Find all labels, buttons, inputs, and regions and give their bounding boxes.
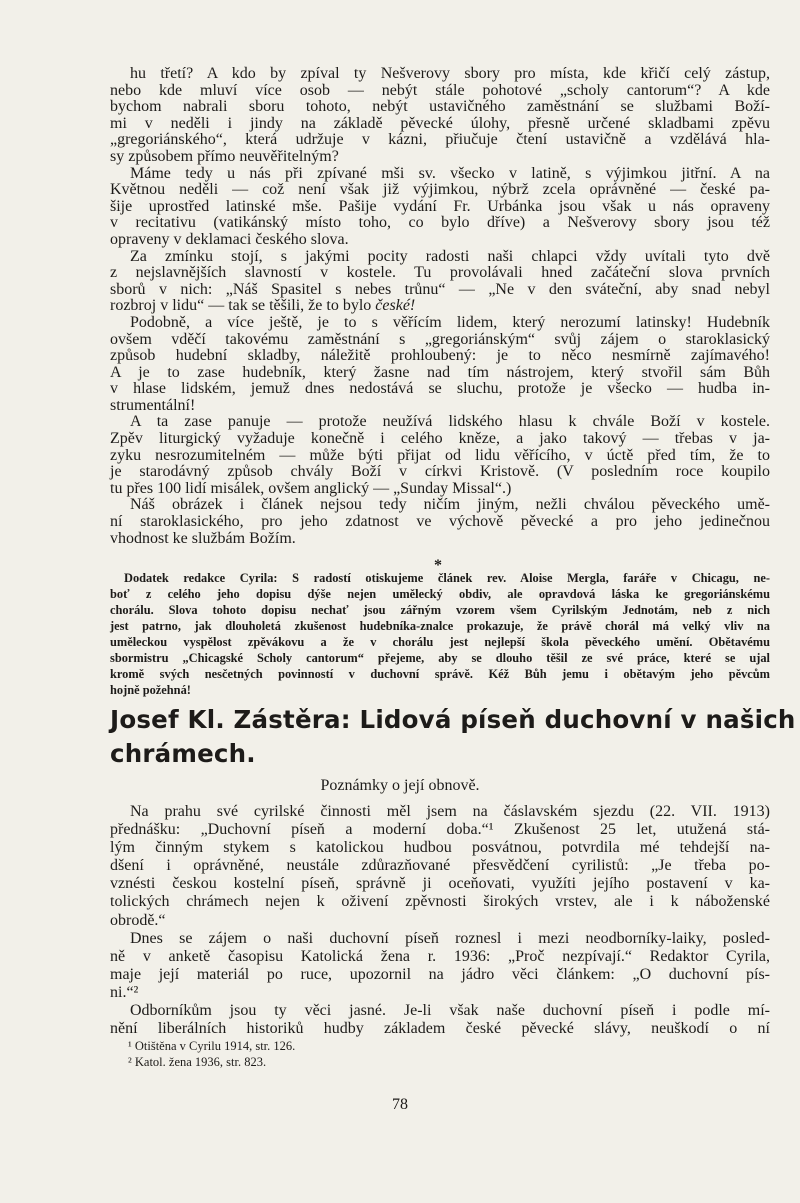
text-line: obrodě.“ <box>110 911 166 929</box>
text-line: ovšem vděčí takovému zaměstnání s „gregoriánským“ svůj zájem o staroklasický <box>110 330 770 348</box>
section-separator: * <box>434 557 442 574</box>
article-title <box>110 703 796 771</box>
footnotes <box>110 1038 770 1070</box>
text-line: ně v anketě časopisu Katolická žena r. 1936: „Proč nezpívají.“ Redaktor Cyrila, <box>110 947 770 965</box>
text-line: vhodnost ke službám Božím. <box>110 529 296 547</box>
text-line: opraveny v deklamaci českého slova. <box>110 230 349 248</box>
title-line: chrámech. <box>110 739 256 768</box>
note-line: kromě svých nesčetných povinností v duchovní správě. Kéž Bůh jemu i obětavým jeho pěvcům <box>110 667 770 681</box>
article-body <box>110 803 770 1038</box>
paragraph <box>110 930 770 1002</box>
page-number: 78 <box>392 1096 408 1113</box>
note-line: uměleckou vyspělost zpěvákovu a že v chorálu jest nejlepší škola pěveckého umění. Obětavému <box>110 635 770 649</box>
paragraph <box>110 414 770 497</box>
note-line: boť z celého jeho dopisu dýše nejen umělecký obdiv, ale opravdová láska ke gregoriánskému <box>110 587 770 601</box>
text-line: způsob hudební skladby, náležitě prohloubený: je to něco nesmírně zajímavého! <box>110 347 770 365</box>
article-subtitle: Poznámky o její obnově. <box>320 777 480 794</box>
text-line: v hlase lidském, jemuž dnes nedostává se sluchu, protože je všecko — hudba in- <box>110 380 770 398</box>
text-line: ni.“² <box>110 983 139 1001</box>
paragraph <box>110 66 770 166</box>
paragraph <box>110 249 770 315</box>
text-line: Na prahu své cyrilské činnosti měl jsem na čáslavském sjezdu (22. VII. 1913) <box>130 803 770 820</box>
text-line: strumentální! <box>110 396 196 414</box>
emphasis-text: české! <box>375 297 416 315</box>
text-line: ní staroklasického, pro jeho zdatnost ve výchově pěvecké a pro jeho jedinečnou <box>110 513 770 531</box>
footnote: ² Katol. žena 1936, str. 823. <box>128 1055 267 1069</box>
text-line: bychom nabrali sboru tohoto, nebýt ustavičného zaměstnání se službami Boží- <box>110 98 770 116</box>
text-line: Odborníkům jsou ty věci jasné. Je-li však naše duchovní píseň i podle mí- <box>130 1002 770 1020</box>
note-line: chorálu. Slova tohoto dopisu nechať jsou zářným vzorem všem Cyrilským Jednotám, neb z nich <box>110 603 770 617</box>
text-line: Dnes se zájem o naši duchovní píseň roznesl i mezi neodborníky-laiky, posled- <box>130 929 770 947</box>
text-line: Květnou neděli — což není však již výjimkou, nýbrž zcela oprávněné — české pa- <box>110 181 770 199</box>
text-line: lým činným stykem s katolickou hudbou posvátnou, potvrdila mé tehdejší na- <box>110 839 770 857</box>
text-line: přednášku: „Duchovní píseň a moderní doba.“¹ Zkušenost 25 let, utužená stá- <box>110 821 770 839</box>
text-line <box>110 298 770 315</box>
text-line: tolických chrámech nejen k oživení zpěvnosti širokých vrstev, ale i k náboženské <box>110 893 770 911</box>
text-line: v recitativu (vatikánský místo toho, co bylo dříve) a Nešverovy sbory jsou též <box>110 214 770 232</box>
paragraph <box>110 497 770 547</box>
text-line: sy způsobem přímo neuvěřitelným? <box>110 147 339 165</box>
title-line: Josef Kl. Zástěra: Lidová píseň duchovní v našich <box>110 705 796 734</box>
text-line: Náš obrázek i článek nejsou tedy ničím jiným, nežli chválou pěveckého umě- <box>130 496 770 514</box>
text-run: rozbroj v lidu“ — tak se těšili, že to bylo <box>110 297 376 315</box>
text-line: A je to zase hudebník, který žasne nad tím nástrojem, který stvořil sám Bůh <box>110 363 770 381</box>
text-line: maje její materiál po ruce, upozornil na jádro věci článkem: „O duchovní pís- <box>110 965 770 983</box>
paragraph <box>110 1002 770 1038</box>
body-text-top <box>110 66 770 547</box>
editor-note <box>110 570 770 698</box>
text-line: „gregoriánského“, která udržuje v kázni, přiučuje čtení ustavičně a vzdělává hla- <box>110 131 770 149</box>
text-line: Za zmínku stojí, s jakými pocity radosti naši chlapci vždy uvítali tyto dvě <box>130 247 770 265</box>
text-line: zyku nesrozumitelném — může býti přijat od lidu věřícího, v úctě před tím, že to <box>110 446 770 464</box>
text-line: je starodávný způsob chvály Boží v církvi Kristově. (V posledním roce koupilo <box>110 463 770 481</box>
text-line: tu přes 100 lidí misálek, ovšem anglický — „Sunday Missal“.) <box>110 479 512 497</box>
paragraph <box>110 315 770 415</box>
note-line: hojně požehná! <box>110 683 191 697</box>
text-line: nebo kde mluví více osob — nebýt stále pohotové „scholy cantorum“? A kde <box>110 81 770 99</box>
note-line: sbormistru „Chicagské Scholy cantorum“ přejeme, aby se dlouho těšil ze své práce, které se ujal <box>110 651 770 665</box>
note-line: Dodatek redakce Cyrila: S radostí otiskujeme článek rev. Aloise Mergla, faráře v Chicagu, ne- <box>124 571 770 585</box>
text-line: šije uprostřed latinské mše. Pašije vydání Fr. Urbánka jsou však u nás opraveny <box>110 197 770 215</box>
paragraph <box>110 166 770 249</box>
text-line: mi v neděli i jindy na základě pěvecké úlohy, přesně určené skladbami zpěvu <box>110 114 770 132</box>
text-line: vznésti českou kostelní píseň, správně ji oceňovati, využíti jejího postavení v ka- <box>110 875 770 893</box>
text-line: z nejslavnějších slavností v kostele. Tu provolávali hned začáteční slova prvních <box>110 264 770 282</box>
note-line: jest patrno, jak dlouholetá zkušenost hudebníka-znalce prokazuje, že právě chorál má velký vliv na <box>110 619 770 633</box>
text-line: nění liberálních historiků hudby základem české pěvecké slávy, neuškodí o ní <box>110 1020 770 1038</box>
text-line: A ta zase panuje — protože neužívá lidského hlasu k chvále Boží v kostele. <box>130 413 770 431</box>
paragraph <box>110 803 770 930</box>
text-line: sborů v nich: „Náš Spasitel s nebes trůnu“ — „Ne v den sváteční, aby snad nebyl <box>110 280 770 298</box>
text-line: Máme tedy u nás při zpívané mši sv. všecko v latině, s výjimkou jitřní. A na <box>130 164 770 182</box>
text-line: dšení i oprávněné, neustále zdůrazňované přesvědčení cyrilistů: „Je třeba po- <box>110 857 770 875</box>
text-line: hu třetí? A kdo by zpíval ty Nešverovy sbory pro místa, kde křičí celý zástup, <box>130 65 770 82</box>
footnote: ¹ Otištěna v Cyrilu 1914, str. 126. <box>128 1039 296 1053</box>
text-line: Podobně, a více ještě, je to s věřícím lidem, který nerozumí latinsky! Hudebník <box>130 313 770 331</box>
text-line: Zpěv liturgický vyžaduje konečně i celého kněze, a jako takový — třebas v ja- <box>110 430 770 448</box>
